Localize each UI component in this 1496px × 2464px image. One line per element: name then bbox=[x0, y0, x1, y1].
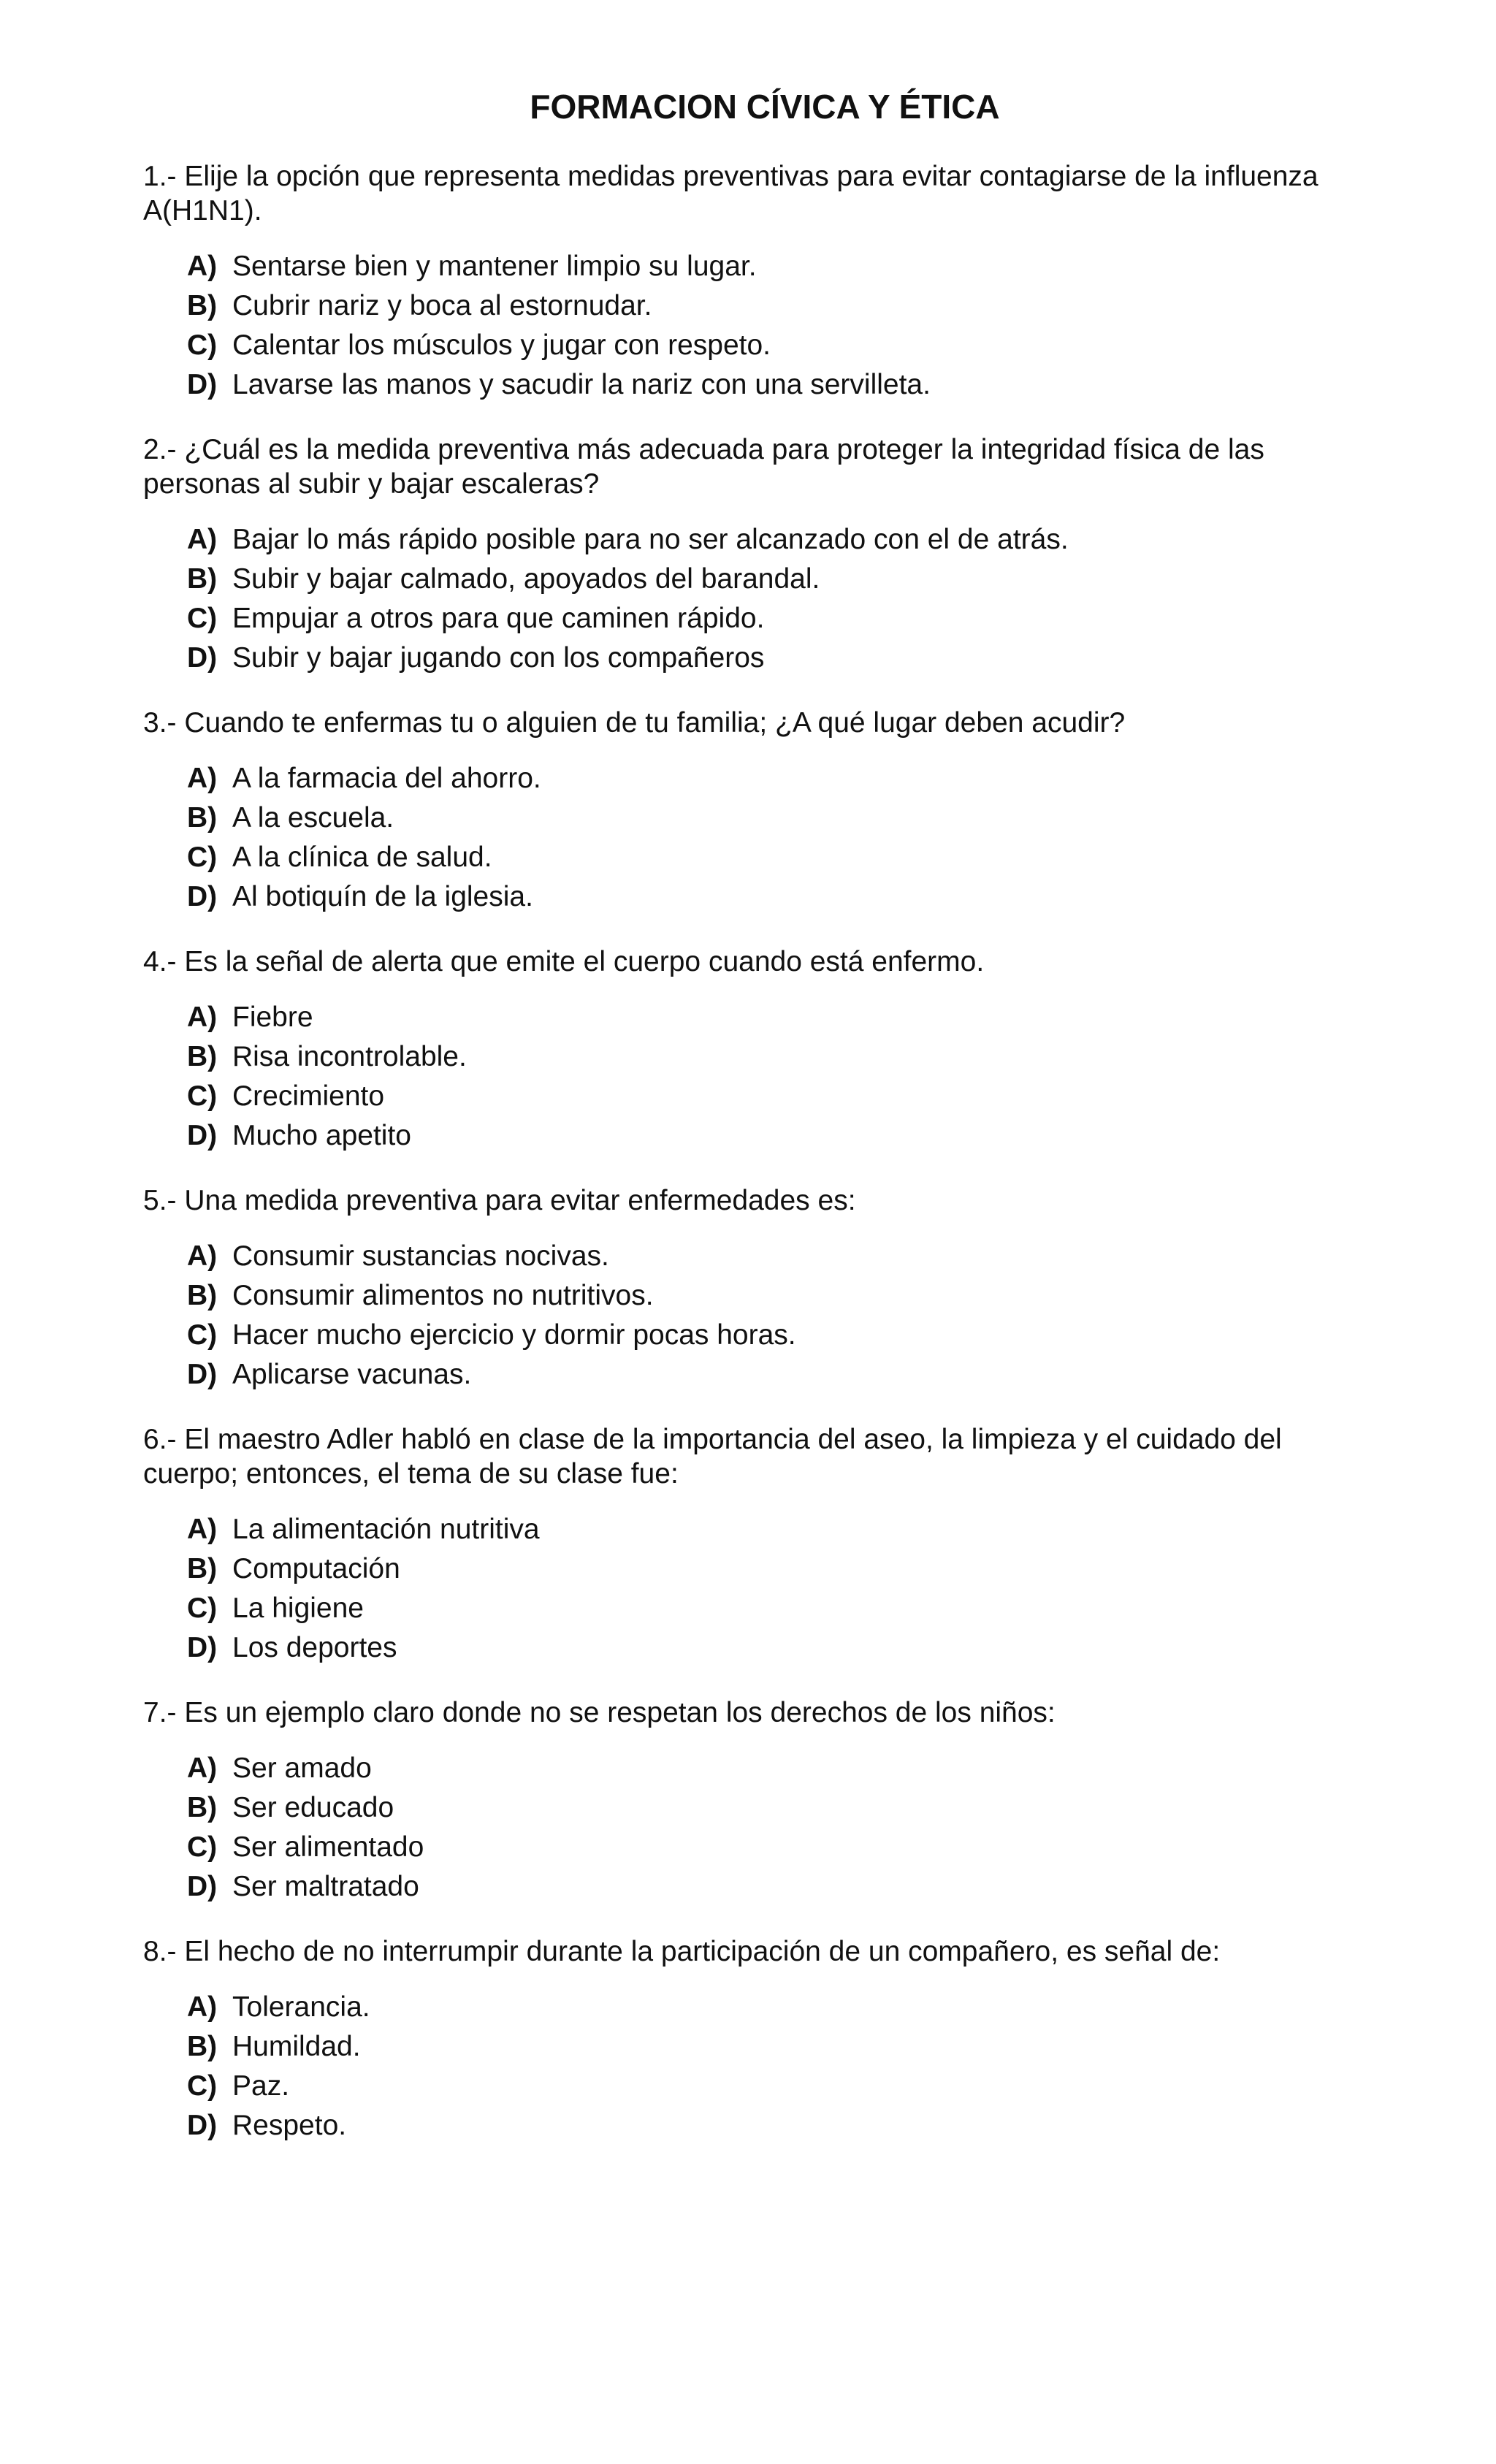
option-letter: D) bbox=[187, 1871, 218, 1902]
question-text: 2.- ¿Cuál es la medida preventiva más adecuada para proteger la integridad física de las personas al subir y bajar escaleras? bbox=[143, 434, 1264, 500]
option-text: La higiene bbox=[232, 1593, 364, 1624]
option-text: Respeto. bbox=[232, 2110, 347, 2141]
option-item bbox=[187, 1788, 1328, 1828]
question-3 bbox=[143, 706, 1328, 917]
option-text: Ser maltratado bbox=[232, 1871, 419, 1902]
option-list bbox=[187, 998, 1328, 1156]
option-letter: B) bbox=[187, 1280, 218, 1311]
option-letter: C) bbox=[187, 2070, 218, 2102]
option-text: Hacer mucho ejercicio y dormir pocas horas. bbox=[232, 1319, 796, 1351]
option-letter: D) bbox=[187, 1632, 218, 1663]
option-item bbox=[187, 1628, 1328, 1668]
option-letter: A) bbox=[187, 251, 218, 282]
option-letter: A) bbox=[187, 1002, 218, 1033]
option-item bbox=[187, 286, 1328, 326]
option-text: Crecimiento bbox=[232, 1080, 385, 1112]
option-letter: B) bbox=[187, 1792, 218, 1823]
question-4 bbox=[143, 945, 1328, 1156]
question-text: 1.- Elije la opción que representa medidas preventivas para evitar contagiarse de la influenza A(H1N1). bbox=[143, 161, 1318, 226]
option-letter: D) bbox=[187, 642, 218, 674]
question-8 bbox=[143, 1934, 1328, 2145]
option-item bbox=[187, 2106, 1328, 2145]
question-7 bbox=[143, 1696, 1328, 1907]
option-list bbox=[187, 520, 1328, 678]
option-item bbox=[187, 1237, 1328, 1276]
option-item bbox=[187, 877, 1328, 917]
option-letter: B) bbox=[187, 802, 218, 834]
option-list bbox=[187, 759, 1328, 917]
option-letter: B) bbox=[187, 1041, 218, 1072]
option-item bbox=[187, 759, 1328, 798]
option-item bbox=[187, 638, 1328, 678]
option-list bbox=[187, 1510, 1328, 1668]
option-text: Risa incontrolable. bbox=[232, 1041, 467, 1072]
option-item bbox=[187, 1037, 1328, 1077]
option-letter: C) bbox=[187, 1593, 218, 1624]
option-text: Bajar lo más rápido posible para no ser alcanzado con el de atrás. bbox=[232, 524, 1069, 555]
option-text: Fiebre bbox=[232, 1002, 313, 1033]
option-item bbox=[187, 2027, 1328, 2067]
option-text: A la farmacia del ahorro. bbox=[232, 763, 541, 794]
option-text: Calentar los músculos y jugar con respeto. bbox=[232, 329, 771, 361]
question-text: 7.- Es un ejemplo claro donde no se respetan los derechos de los niños: bbox=[143, 1697, 1056, 1728]
page-title: FORMACION CÍVICA Y ÉTICA bbox=[530, 88, 1000, 126]
option-item bbox=[187, 365, 1328, 405]
option-letter: C) bbox=[187, 1319, 218, 1351]
option-item bbox=[187, 1589, 1328, 1628]
option-list bbox=[187, 1988, 1328, 2145]
question-text: 4.- Es la señal de alerta que emite el cuerpo cuando está enfermo. bbox=[143, 946, 985, 977]
question-text: 5.- Una medida preventiva para evitar enfermedades es: bbox=[143, 1185, 856, 1216]
question-2 bbox=[143, 432, 1328, 678]
option-item bbox=[187, 1116, 1328, 1156]
option-text: Al botiquín de la iglesia. bbox=[232, 881, 533, 912]
option-text: Empujar a otros para que caminen rápido. bbox=[232, 603, 765, 634]
question-list bbox=[143, 159, 1328, 2145]
option-item bbox=[187, 2067, 1328, 2106]
option-letter: B) bbox=[187, 2031, 218, 2062]
option-letter: D) bbox=[187, 1359, 218, 1390]
option-item bbox=[187, 1316, 1328, 1355]
option-letter: A) bbox=[187, 763, 218, 794]
option-text: Ser alimentado bbox=[232, 1831, 424, 1863]
option-letter: B) bbox=[187, 563, 218, 595]
option-item bbox=[187, 798, 1328, 838]
option-item bbox=[187, 1988, 1328, 2027]
option-letter: A) bbox=[187, 1514, 218, 1545]
option-text: Computación bbox=[232, 1553, 400, 1584]
option-letter: C) bbox=[187, 842, 218, 873]
option-text: Subir y bajar jugando con los compañeros bbox=[232, 642, 765, 674]
option-item bbox=[187, 1355, 1328, 1395]
option-letter: A) bbox=[187, 524, 218, 555]
option-letter: D) bbox=[187, 1120, 218, 1151]
option-item bbox=[187, 1867, 1328, 1907]
option-item bbox=[187, 838, 1328, 877]
option-item bbox=[187, 1549, 1328, 1589]
option-letter: D) bbox=[187, 2110, 218, 2141]
question-text: 3.- Cuando te enfermas tu o alguien de tu familia; ¿A qué lugar deben acudir? bbox=[143, 707, 1126, 739]
option-text: Humildad. bbox=[232, 2031, 361, 2062]
option-letter: D) bbox=[187, 369, 218, 400]
option-item bbox=[187, 1510, 1328, 1549]
option-item bbox=[187, 1749, 1328, 1788]
option-text: La alimentación nutritiva bbox=[232, 1514, 540, 1545]
option-item bbox=[187, 599, 1328, 638]
option-text: Sentarse bien y mantener limpio su lugar. bbox=[232, 251, 757, 282]
option-letter: C) bbox=[187, 603, 218, 634]
option-letter: A) bbox=[187, 1752, 218, 1784]
option-text: Subir y bajar calmado, apoyados del barandal. bbox=[232, 563, 820, 595]
question-6 bbox=[143, 1422, 1328, 1668]
option-text: A la clínica de salud. bbox=[232, 842, 492, 873]
option-text: Tolerancia. bbox=[232, 1991, 370, 2023]
option-letter: B) bbox=[187, 1553, 218, 1584]
question-5 bbox=[143, 1183, 1328, 1395]
option-text: Paz. bbox=[232, 2070, 290, 2102]
option-text: Lavarse las manos y sacudir la nariz con una servilleta. bbox=[232, 369, 931, 400]
option-text: Los deportes bbox=[232, 1632, 397, 1663]
option-letter: D) bbox=[187, 881, 218, 912]
option-text: Cubrir nariz y boca al estornudar. bbox=[232, 290, 652, 321]
option-item bbox=[187, 1077, 1328, 1116]
question-1 bbox=[143, 159, 1328, 405]
option-item bbox=[187, 1828, 1328, 1867]
option-letter: C) bbox=[187, 329, 218, 361]
option-item bbox=[187, 560, 1328, 599]
question-text: 8.- El hecho de no interrumpir durante la participación de un compañero, es señal de: bbox=[143, 1936, 1221, 1967]
option-letter: C) bbox=[187, 1080, 218, 1112]
option-item bbox=[187, 520, 1328, 560]
option-text: Ser amado bbox=[232, 1752, 372, 1784]
option-item bbox=[187, 326, 1328, 365]
option-list bbox=[187, 1237, 1328, 1395]
option-item bbox=[187, 247, 1328, 286]
question-text: 6.- El maestro Adler habló en clase de la importancia del aseo, la limpieza y el cuidado del cuerpo; entonces, el tema de su clase fue: bbox=[143, 1424, 1282, 1490]
option-text: A la escuela. bbox=[232, 802, 394, 834]
option-text: Consumir alimentos no nutritivos. bbox=[232, 1280, 654, 1311]
option-list bbox=[187, 247, 1328, 405]
option-item bbox=[187, 998, 1328, 1037]
option-letter: A) bbox=[187, 1240, 218, 1272]
option-item bbox=[187, 1276, 1328, 1316]
option-letter: B) bbox=[187, 290, 218, 321]
option-text: Mucho apetito bbox=[232, 1120, 411, 1151]
option-text: Consumir sustancias nocivas. bbox=[232, 1240, 609, 1272]
option-letter: A) bbox=[187, 1991, 218, 2023]
option-list bbox=[187, 1749, 1328, 1907]
option-letter: C) bbox=[187, 1831, 218, 1863]
option-text: Aplicarse vacunas. bbox=[232, 1359, 472, 1390]
option-text: Ser educado bbox=[232, 1792, 394, 1823]
